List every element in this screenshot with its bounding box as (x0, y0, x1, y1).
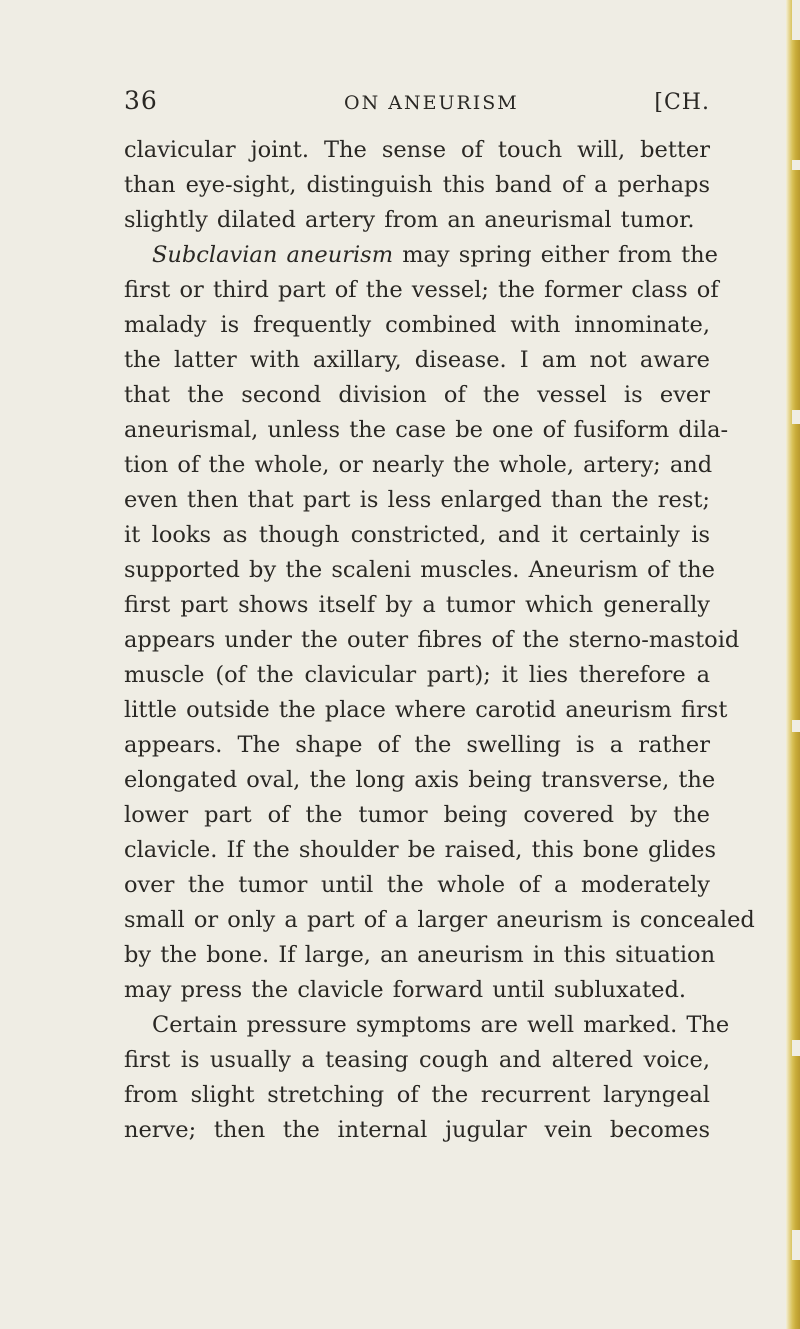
italic-term: Subclavian aneurism (152, 242, 394, 268)
text-line: that the second division of the vessel is ever (124, 382, 710, 408)
text-line: tion of the whole, or nearly the whole, artery; and (124, 452, 713, 478)
text-line: by the bone. If large, an aneurism in this situation (124, 942, 716, 968)
running-title: ON ANEURISM (344, 92, 519, 114)
text-line: the latter with axillary, disease. I am not aware (124, 347, 710, 373)
text-line: over the tumor until the whole of a moderately (124, 872, 710, 898)
text-line: muscle (of the clavicular part); it lies therefore a (124, 662, 710, 688)
text-line: first is usually a teasing cough and altered voice, (124, 1047, 710, 1073)
text-line: Certain pressure symptoms are well marked. The (152, 1012, 730, 1038)
text-fragment: may spring either from the (402, 242, 718, 268)
paragraph-start-line (124, 238, 718, 273)
text-line: appears under the outer fibres of the sterno-mastoid (124, 627, 740, 653)
text-line: small or only a part of a larger aneurism is concealed (124, 907, 755, 933)
text-line: nerve; then the internal jugular vein becomes (124, 1117, 710, 1143)
text-line: may press the clavicle forward until subluxated. (124, 977, 687, 1003)
text-line: from slight stretching of the recurrent laryngeal (124, 1082, 710, 1108)
text-line: it looks as though constricted, and it certainly is (124, 522, 710, 548)
text-line: malady is frequently combined with innominate, (124, 312, 710, 338)
page-number: 36 (124, 86, 158, 115)
text-line: than eye-sight, distinguish this band of a perhaps (124, 172, 710, 198)
gilt-page-edge (786, 0, 800, 1329)
text-line: slightly dilated artery from an aneurismal tumor. (124, 207, 695, 233)
text-line: even then that part is less enlarged than the rest; (124, 487, 710, 513)
text-line: supported by the scaleni muscles. Aneurism of the (124, 557, 715, 583)
text-line: aneurismal, unless the case be one of fusiform dila- (124, 417, 729, 443)
text-line: first part shows itself by a tumor which generally (124, 592, 710, 618)
text-line: elongated oval, the long axis being transverse, the (124, 767, 716, 793)
chapter-marker: [CH. (654, 90, 710, 115)
text-line: first or third part of the vessel; the former class of (124, 277, 719, 303)
running-head (124, 86, 710, 122)
body-text (124, 133, 755, 1148)
text-line: clavicle. If the shoulder be raised, this bone glides (124, 837, 717, 863)
text-line: appears. The shape of the swelling is a rather (124, 732, 710, 758)
text-line: clavicular joint. The sense of touch will, better (124, 137, 710, 163)
text-line: lower part of the tumor being covered by the (124, 802, 710, 828)
text-line: little outside the place where carotid aneurism first (124, 697, 728, 723)
